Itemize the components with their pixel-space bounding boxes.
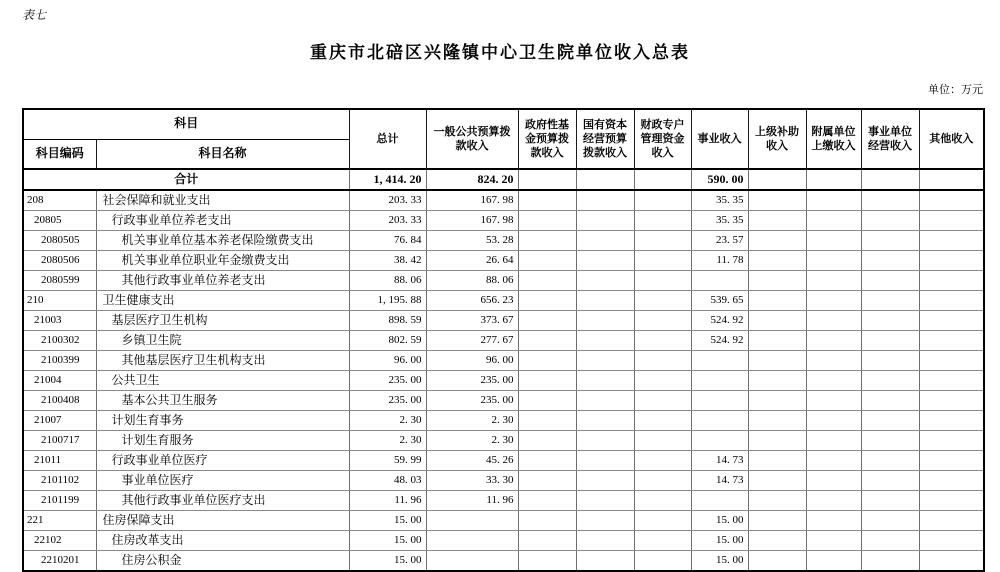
value-cell-8 — [861, 471, 919, 491]
value-cell-9 — [919, 411, 984, 431]
value-cell-4 — [634, 551, 691, 572]
value-cell-0: 15. 00 — [349, 531, 426, 551]
value-cell-5: 524. 92 — [691, 311, 748, 331]
value-cell-6 — [748, 551, 806, 572]
table-row — [23, 331, 984, 351]
subject-name-cell: 事业单位医疗 — [96, 471, 349, 491]
table-row — [23, 271, 984, 291]
subject-code-cell: 2100302 — [23, 331, 96, 351]
table-row — [23, 391, 984, 411]
subject-name-cell: 行政事业单位养老支出 — [96, 211, 349, 231]
value-cell-5: 539. 65 — [691, 291, 748, 311]
value-cell-0: 2. 30 — [349, 411, 426, 431]
header-col-general-budget: 一般公共预算拨款收入 — [426, 109, 518, 169]
value-cell-3 — [576, 371, 634, 391]
value-cell-9 — [919, 391, 984, 411]
value-cell-9 — [919, 351, 984, 371]
value-cell-7 — [806, 351, 861, 371]
value-cell-2 — [518, 511, 576, 531]
value-cell-9 — [919, 531, 984, 551]
value-cell-7 — [806, 551, 861, 572]
value-cell-3 — [576, 331, 634, 351]
value-cell-3 — [576, 251, 634, 271]
subject-name-cell: 卫生健康支出 — [96, 291, 349, 311]
table-row — [23, 471, 984, 491]
total-value-1: 824. 20 — [426, 169, 518, 190]
value-cell-9 — [919, 271, 984, 291]
subject-name-cell: 基层医疗卫生机构 — [96, 311, 349, 331]
table-row — [23, 491, 984, 511]
header-col-affiliated-remit: 附属单位上缴收入 — [806, 109, 861, 169]
value-cell-3 — [576, 531, 634, 551]
value-cell-5: 35. 35 — [691, 211, 748, 231]
table-body — [23, 169, 984, 571]
value-cell-4 — [634, 531, 691, 551]
header-col-operating-income: 事业收入 — [691, 109, 748, 169]
value-cell-8 — [861, 190, 919, 211]
subject-code-cell: 2080599 — [23, 271, 96, 291]
value-cell-5 — [691, 351, 748, 371]
value-cell-1: 235. 00 — [426, 371, 518, 391]
table-row — [23, 311, 984, 331]
value-cell-2 — [518, 211, 576, 231]
subject-name-cell: 住房改革支出 — [96, 531, 349, 551]
value-cell-5: 14. 73 — [691, 451, 748, 471]
value-cell-7 — [806, 311, 861, 331]
subject-name-cell: 其他行政事业单位医疗支出 — [96, 491, 349, 511]
value-cell-4 — [634, 371, 691, 391]
value-cell-9 — [919, 551, 984, 572]
value-cell-8 — [861, 531, 919, 551]
subject-code-cell: 2210201 — [23, 551, 96, 572]
value-cell-4 — [634, 190, 691, 211]
table-row — [23, 411, 984, 431]
value-cell-4 — [634, 271, 691, 291]
value-cell-8 — [861, 271, 919, 291]
value-cell-4 — [634, 391, 691, 411]
value-cell-6 — [748, 311, 806, 331]
subject-code-cell: 21003 — [23, 311, 96, 331]
subject-name-cell: 住房公积金 — [96, 551, 349, 572]
value-cell-5: 15. 00 — [691, 511, 748, 531]
value-cell-6 — [748, 371, 806, 391]
total-value-4 — [634, 169, 691, 190]
value-cell-4 — [634, 511, 691, 531]
subject-code-cell: 2100399 — [23, 351, 96, 371]
value-cell-3 — [576, 311, 634, 331]
value-cell-0: 235. 00 — [349, 391, 426, 411]
value-cell-2 — [518, 471, 576, 491]
value-cell-3 — [576, 431, 634, 451]
value-cell-1: 2. 30 — [426, 411, 518, 431]
value-cell-7 — [806, 271, 861, 291]
value-cell-5: 524. 92 — [691, 331, 748, 351]
total-value-0: 1, 414. 20 — [349, 169, 426, 190]
value-cell-7 — [806, 291, 861, 311]
value-cell-2 — [518, 351, 576, 371]
value-cell-0: 59. 99 — [349, 451, 426, 471]
value-cell-2 — [518, 551, 576, 572]
value-cell-2 — [518, 311, 576, 331]
subject-code-cell: 208 — [23, 190, 96, 211]
value-cell-9 — [919, 251, 984, 271]
header-subject-name: 科目名称 — [96, 139, 349, 169]
value-cell-3 — [576, 411, 634, 431]
value-cell-5 — [691, 411, 748, 431]
subject-code-cell: 2101199 — [23, 491, 96, 511]
value-cell-2 — [518, 371, 576, 391]
value-cell-0: 48. 03 — [349, 471, 426, 491]
value-cell-5: 14. 73 — [691, 471, 748, 491]
subject-name-cell: 住房保障支出 — [96, 511, 349, 531]
value-cell-4 — [634, 411, 691, 431]
value-cell-3 — [576, 190, 634, 211]
value-cell-8 — [861, 211, 919, 231]
value-cell-6 — [748, 231, 806, 251]
subject-code-cell: 221 — [23, 511, 96, 531]
value-cell-8 — [861, 251, 919, 271]
header-col-total: 总计 — [349, 109, 426, 169]
value-cell-7 — [806, 511, 861, 531]
subject-code-cell: 2100408 — [23, 391, 96, 411]
value-cell-5: 15. 00 — [691, 551, 748, 572]
value-cell-4 — [634, 351, 691, 371]
total-value-5: 590. 00 — [691, 169, 748, 190]
value-cell-4 — [634, 431, 691, 451]
value-cell-9 — [919, 190, 984, 211]
value-cell-6 — [748, 431, 806, 451]
value-cell-8 — [861, 451, 919, 471]
value-cell-8 — [861, 331, 919, 351]
value-cell-5: 35. 35 — [691, 190, 748, 211]
value-cell-2 — [518, 411, 576, 431]
value-cell-6 — [748, 471, 806, 491]
value-cell-4 — [634, 291, 691, 311]
value-cell-8 — [861, 391, 919, 411]
total-value-6 — [748, 169, 806, 190]
header-col-other-income: 其他收入 — [919, 109, 984, 169]
value-cell-3 — [576, 471, 634, 491]
value-cell-0: 11. 96 — [349, 491, 426, 511]
value-cell-3 — [576, 451, 634, 471]
subject-name-cell: 计划生育事务 — [96, 411, 349, 431]
value-cell-3 — [576, 271, 634, 291]
value-cell-1 — [426, 531, 518, 551]
value-cell-5 — [691, 491, 748, 511]
value-cell-6 — [748, 271, 806, 291]
header-subject: 科目 — [23, 109, 349, 139]
value-cell-9 — [919, 491, 984, 511]
subject-name-cell: 机关事业单位基本养老保险缴费支出 — [96, 231, 349, 251]
value-cell-3 — [576, 211, 634, 231]
value-cell-9 — [919, 471, 984, 491]
value-cell-5 — [691, 391, 748, 411]
value-cell-7 — [806, 331, 861, 351]
total-value-8 — [861, 169, 919, 190]
value-cell-4 — [634, 211, 691, 231]
header-col-business-revenue: 事业单位经营收入 — [861, 109, 919, 169]
value-cell-2 — [518, 190, 576, 211]
value-cell-1: 2. 30 — [426, 431, 518, 451]
value-cell-6 — [748, 211, 806, 231]
value-cell-1: 33. 30 — [426, 471, 518, 491]
value-cell-0: 2. 30 — [349, 431, 426, 451]
table-row — [23, 190, 984, 211]
value-cell-1: 373. 67 — [426, 311, 518, 331]
value-cell-1: 167. 98 — [426, 211, 518, 231]
header-col-fiscal-account: 财政专户管理资金收入 — [634, 109, 691, 169]
value-cell-0: 802. 59 — [349, 331, 426, 351]
total-row — [23, 169, 984, 190]
subject-code-cell: 21007 — [23, 411, 96, 431]
value-cell-2 — [518, 491, 576, 511]
value-cell-0: 203. 33 — [349, 190, 426, 211]
table-row — [23, 431, 984, 451]
value-cell-4 — [634, 451, 691, 471]
value-cell-0: 88. 06 — [349, 271, 426, 291]
subject-name-cell: 计划生育服务 — [96, 431, 349, 451]
value-cell-2 — [518, 391, 576, 411]
total-label: 合计 — [23, 169, 349, 190]
table-header — [23, 109, 984, 169]
value-cell-7 — [806, 190, 861, 211]
value-cell-2 — [518, 531, 576, 551]
value-cell-3 — [576, 551, 634, 572]
value-cell-6 — [748, 491, 806, 511]
value-cell-5: 23. 57 — [691, 231, 748, 251]
value-cell-4 — [634, 231, 691, 251]
value-cell-9 — [919, 371, 984, 391]
table-number-label: 表七 — [22, 8, 47, 22]
value-cell-0: 15. 00 — [349, 551, 426, 572]
value-cell-6 — [748, 511, 806, 531]
total-value-7 — [806, 169, 861, 190]
value-cell-7 — [806, 531, 861, 551]
value-cell-5: 11. 78 — [691, 251, 748, 271]
value-cell-1: 88. 06 — [426, 271, 518, 291]
value-cell-5: 15. 00 — [691, 531, 748, 551]
value-cell-2 — [518, 331, 576, 351]
value-cell-7 — [806, 451, 861, 471]
value-cell-2 — [518, 251, 576, 271]
value-cell-0: 38. 42 — [349, 251, 426, 271]
value-cell-3 — [576, 291, 634, 311]
value-cell-8 — [861, 511, 919, 531]
value-cell-1 — [426, 511, 518, 531]
value-cell-8 — [861, 291, 919, 311]
table-row — [23, 251, 984, 271]
total-value-3 — [576, 169, 634, 190]
value-cell-7 — [806, 251, 861, 271]
subject-code-cell: 21011 — [23, 451, 96, 471]
value-cell-6 — [748, 251, 806, 271]
table-row — [23, 451, 984, 471]
table-row — [23, 551, 984, 572]
value-cell-8 — [861, 551, 919, 572]
subject-name-cell: 社会保障和就业支出 — [96, 190, 349, 211]
value-cell-9 — [919, 231, 984, 251]
total-value-2 — [518, 169, 576, 190]
value-cell-6 — [748, 351, 806, 371]
subject-code-cell: 2080506 — [23, 251, 96, 271]
subject-name-cell: 基本公共卫生服务 — [96, 391, 349, 411]
value-cell-9 — [919, 451, 984, 471]
value-cell-6 — [748, 451, 806, 471]
value-cell-8 — [861, 371, 919, 391]
value-cell-0: 235. 00 — [349, 371, 426, 391]
value-cell-7 — [806, 471, 861, 491]
value-cell-2 — [518, 451, 576, 471]
table-row — [23, 231, 984, 251]
value-cell-9 — [919, 431, 984, 451]
table-row — [23, 211, 984, 231]
value-cell-3 — [576, 391, 634, 411]
table-row — [23, 511, 984, 531]
subject-code-cell: 2080505 — [23, 231, 96, 251]
value-cell-5 — [691, 271, 748, 291]
value-cell-0: 76. 84 — [349, 231, 426, 251]
value-cell-7 — [806, 391, 861, 411]
value-cell-1: 96. 00 — [426, 351, 518, 371]
subject-name-cell: 其他基层医疗卫生机构支出 — [96, 351, 349, 371]
value-cell-2 — [518, 231, 576, 251]
total-value-9 — [919, 169, 984, 190]
subject-code-cell: 2100717 — [23, 431, 96, 451]
value-cell-4 — [634, 331, 691, 351]
subject-name-cell: 行政事业单位医疗 — [96, 451, 349, 471]
subject-name-cell: 公共卫生 — [96, 371, 349, 391]
value-cell-1: 53. 28 — [426, 231, 518, 251]
value-cell-9 — [919, 311, 984, 331]
unit-note: 单位：万元 — [928, 84, 983, 96]
subject-name-cell: 乡镇卫生院 — [96, 331, 349, 351]
value-cell-0: 203. 33 — [349, 211, 426, 231]
subject-code-cell: 21004 — [23, 371, 96, 391]
value-cell-6 — [748, 331, 806, 351]
value-cell-4 — [634, 471, 691, 491]
value-cell-3 — [576, 511, 634, 531]
value-cell-1: 11. 96 — [426, 491, 518, 511]
value-cell-4 — [634, 311, 691, 331]
table-row — [23, 291, 984, 311]
value-cell-9 — [919, 291, 984, 311]
value-cell-4 — [634, 251, 691, 271]
value-cell-8 — [861, 431, 919, 451]
value-cell-7 — [806, 231, 861, 251]
value-cell-1: 235. 00 — [426, 391, 518, 411]
header-col-state-capital: 国有资本经营预算拨款收入 — [576, 109, 634, 169]
subject-name-cell: 机关事业单位职业年金缴费支出 — [96, 251, 349, 271]
value-cell-1: 45. 26 — [426, 451, 518, 471]
value-cell-2 — [518, 291, 576, 311]
subject-code-cell: 2101102 — [23, 471, 96, 491]
value-cell-7 — [806, 211, 861, 231]
subject-code-cell: 20805 — [23, 211, 96, 231]
value-cell-9 — [919, 511, 984, 531]
header-col-superior-subsidy: 上级补助收入 — [748, 109, 806, 169]
value-cell-8 — [861, 231, 919, 251]
value-cell-8 — [861, 311, 919, 331]
subject-code-cell: 22102 — [23, 531, 96, 551]
value-cell-8 — [861, 411, 919, 431]
value-cell-7 — [806, 371, 861, 391]
value-cell-6 — [748, 190, 806, 211]
table-row — [23, 351, 984, 371]
header-subject-code: 科目编码 — [23, 139, 96, 169]
value-cell-6 — [748, 291, 806, 311]
value-cell-0: 15. 00 — [349, 511, 426, 531]
value-cell-7 — [806, 491, 861, 511]
subject-code-cell: 210 — [23, 291, 96, 311]
subject-name-cell: 其他行政事业单位养老支出 — [96, 271, 349, 291]
value-cell-1 — [426, 551, 518, 572]
value-cell-3 — [576, 491, 634, 511]
value-cell-6 — [748, 411, 806, 431]
value-cell-2 — [518, 271, 576, 291]
value-cell-1: 167. 98 — [426, 190, 518, 211]
table-row — [23, 531, 984, 551]
value-cell-0: 898. 59 — [349, 311, 426, 331]
value-cell-1: 656. 23 — [426, 291, 518, 311]
value-cell-0: 1, 195. 88 — [349, 291, 426, 311]
value-cell-8 — [861, 351, 919, 371]
value-cell-0: 96. 00 — [349, 351, 426, 371]
value-cell-1: 277. 67 — [426, 331, 518, 351]
table-row — [23, 371, 984, 391]
income-summary-table — [22, 108, 985, 572]
header-col-govt-fund: 政府性基金预算拨款收入 — [518, 109, 576, 169]
value-cell-5 — [691, 371, 748, 391]
value-cell-3 — [576, 351, 634, 371]
value-cell-3 — [576, 231, 634, 251]
value-cell-8 — [861, 491, 919, 511]
value-cell-4 — [634, 491, 691, 511]
value-cell-6 — [748, 531, 806, 551]
value-cell-1: 26. 64 — [426, 251, 518, 271]
value-cell-7 — [806, 411, 861, 431]
value-cell-7 — [806, 431, 861, 451]
value-cell-9 — [919, 331, 984, 351]
page-title: 重庆市北碚区兴隆镇中心卫生院单位收入总表 — [310, 43, 690, 62]
value-cell-6 — [748, 391, 806, 411]
value-cell-5 — [691, 431, 748, 451]
value-cell-2 — [518, 431, 576, 451]
value-cell-9 — [919, 211, 984, 231]
